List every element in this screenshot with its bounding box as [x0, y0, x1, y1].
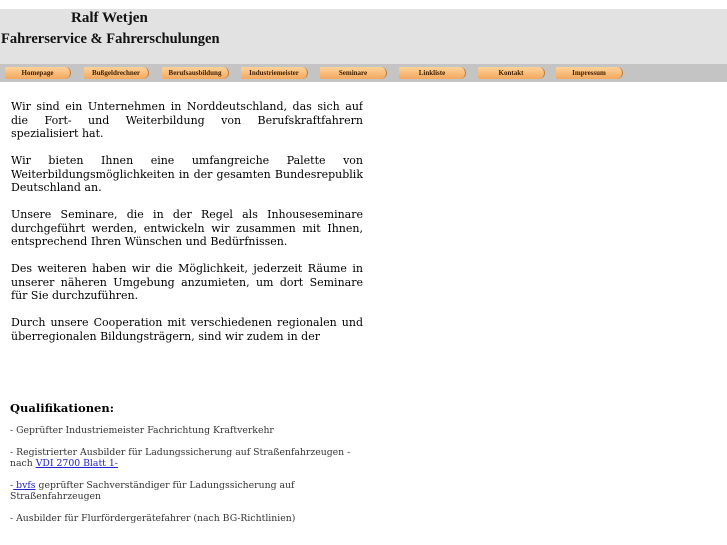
- intro-paragraph: Unsere Seminare, die in der Regel als Inhouseseminare durchgeführt werden, entwickeln wir zusammen mit Ihnen, entsprechend Ihren Wünschen und Bedürfnissen.: [11, 208, 363, 248]
- intro-text-area: [11, 100, 363, 344]
- nav-bussgeldrechner-button[interactable]: Bußgeldrechner: [84, 67, 149, 79]
- qualification-item: [10, 480, 370, 502]
- nav-kontakt-button[interactable]: Kontakt: [478, 67, 545, 79]
- qualifications-section: [10, 403, 370, 535]
- site-header: [0, 9, 727, 64]
- qualification-item: - Ausbilder für Flurfördergerätefahrer (nach BG-Richtlinien): [10, 513, 296, 524]
- qualifications-heading: Qualifikationen:: [10, 401, 114, 415]
- intro-paragraph: Wir sind ein Unternehmen in Norddeutschland, das sich auf die Fort- und Weiterbildung von Berufskraftfahrern spezialisiert hat.: [11, 100, 363, 140]
- nav-seminare-button[interactable]: Seminare: [320, 67, 387, 79]
- qualification-item: [10, 447, 370, 469]
- intro-paragraph: Durch unsere Cooperation mit verschiedenen regionalen und überregionalen Bildungsträgern, sind wir zudem in der: [11, 316, 363, 343]
- bvfs-link[interactable]: bvfs: [13, 480, 36, 491]
- brand-name: Ralf Wetjen: [71, 10, 148, 26]
- intro-paragraph: Wir bieten Ihnen eine umfangreiche Palette von Weiterbildungsmöglichkeiten in der gesamten Bundesrepublik Deutschland an.: [11, 154, 363, 194]
- qualification-text: - Registrierter Ausbilder für Ladungssicherung auf Straßenfahrzeugen - nach: [10, 447, 351, 469]
- nav-berufsausbildung-button[interactable]: Berufsausbildung: [162, 67, 229, 79]
- nav-homepage-button[interactable]: Homepage: [5, 67, 71, 79]
- nav-bar: [0, 64, 727, 82]
- nav-linkliste-button[interactable]: Linkliste: [399, 67, 466, 79]
- vdi-2700-link[interactable]: VDI 2700 Blatt 1-: [35, 458, 118, 469]
- qualification-prefix: -: [10, 480, 14, 491]
- top-band: [0, 0, 727, 9]
- qualification-text: geprüfter Sachverständiger für Ladungssicherung auf Straßenfahrzeugen: [10, 480, 295, 502]
- qualification-item: - Geprüfter Industriemeister Fachrichtung Kraftverkehr: [10, 425, 274, 436]
- nav-industriemeister-button[interactable]: Industriemeister: [241, 67, 308, 79]
- nav-impressum-button[interactable]: Impressum: [556, 67, 623, 79]
- brand-subtitle: Fahrerservice & Fahrerschulungen: [1, 31, 220, 47]
- intro-paragraph: Des weiteren haben wir die Möglichkeit, jederzeit Räume in unserer näheren Umgebung anzumieten, um dort Seminare für Sie durchzuführen.: [11, 262, 363, 302]
